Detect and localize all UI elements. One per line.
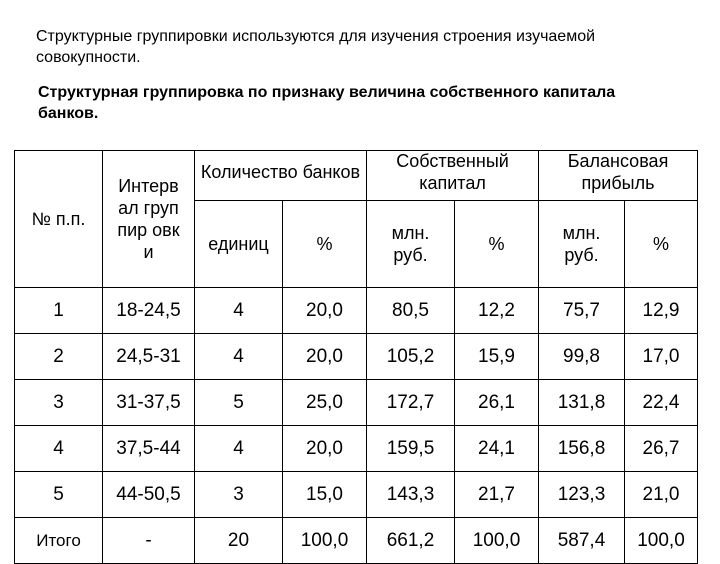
cell-percent: 26,7 (625, 426, 698, 472)
cell-mln: 75,7 (539, 288, 625, 334)
header-units: единиц (195, 201, 283, 288)
table-title: Структурная группировка по признаку величина собственного капитала банков. (38, 84, 616, 122)
cell-mln: 123,3 (539, 472, 625, 518)
table-row (15, 472, 698, 518)
cell-interval: 37,5-44 (103, 426, 195, 472)
header-percent-capital: % (455, 201, 539, 288)
table-row (15, 288, 698, 334)
header-balance-profit-label: Балансовая прибыль (567, 150, 669, 193)
cell-interval: 24,5-31 (103, 334, 195, 380)
cell-number: 2 (15, 334, 103, 380)
cell-percent: 100,0 (455, 518, 539, 564)
cell-units: 3 (195, 472, 283, 518)
header-row-number: № п.п. (15, 151, 103, 288)
cell-number: 3 (15, 380, 103, 426)
cell-percent: 25,0 (283, 380, 367, 426)
cell-percent: 100,0 (283, 518, 367, 564)
cell-units: 4 (195, 334, 283, 380)
cell-percent: 15,0 (283, 472, 367, 518)
cell-mln: 661,2 (367, 518, 455, 564)
header-banks-count (195, 151, 367, 201)
header-mln-capital (367, 201, 455, 288)
header-own-capital-label: Собственный капитал (396, 150, 509, 193)
cell-percent: 20,0 (283, 426, 367, 472)
cell-number: 5 (15, 472, 103, 518)
header-percent-banks: % (283, 201, 367, 288)
cell-mln: 587,4 (539, 518, 625, 564)
cell-percent: 15,9 (455, 334, 539, 380)
cell-units: 5 (195, 380, 283, 426)
cell-interval: 44-50,5 (103, 472, 195, 518)
cell-mln: 172,7 (367, 380, 455, 426)
cell-percent: 100,0 (625, 518, 698, 564)
header-own-capital (367, 151, 539, 201)
header-balance-profit (539, 151, 698, 201)
cell-percent: 20,0 (283, 288, 367, 334)
cell-percent: 21,7 (455, 472, 539, 518)
cell-percent: 12,9 (625, 288, 698, 334)
cell-percent: 17,0 (625, 334, 698, 380)
cell-number: 4 (15, 426, 103, 472)
cell-mln: 156,8 (539, 426, 625, 472)
cell-mln: 143,3 (367, 472, 455, 518)
header-interval-label: Интерв ал группир овки (117, 176, 180, 262)
cell-percent: 26,1 (455, 380, 539, 426)
cell-percent: 21,0 (625, 472, 698, 518)
cell-interval: - (103, 518, 195, 564)
cell-percent: 20,0 (283, 334, 367, 380)
cell-units: 20 (195, 518, 283, 564)
cell-mln: 80,5 (367, 288, 455, 334)
grouping-table (14, 150, 698, 564)
cell-mln: 159,5 (367, 426, 455, 472)
cell-mln: 99,8 (539, 334, 625, 380)
header-mln-profit (539, 201, 625, 288)
cell-number: 1 (15, 288, 103, 334)
header-percent-profit: % (625, 201, 698, 288)
cell-mln: 105,2 (367, 334, 455, 380)
intro-text: Структурные группировки используются для изучения строения изучаемой совокупности. (36, 28, 596, 66)
cell-percent: 22,4 (625, 380, 698, 426)
header-interval (103, 151, 195, 288)
header-mln-capital-label: млн. руб. (391, 223, 430, 265)
cell-units: 4 (195, 288, 283, 334)
table-row (15, 334, 698, 380)
header-mln-profit-label: млн. руб. (562, 223, 601, 265)
cell-mln: 131,8 (539, 380, 625, 426)
cell-percent: 24,1 (455, 426, 539, 472)
table-total-row (15, 518, 698, 564)
header-banks-count-label: Количество банков (200, 161, 361, 182)
cell-total-label: Итого (15, 518, 103, 564)
table-row (15, 426, 698, 472)
cell-percent: 12,2 (455, 288, 539, 334)
table-row (15, 380, 698, 426)
cell-interval: 18-24,5 (103, 288, 195, 334)
cell-units: 4 (195, 426, 283, 472)
cell-interval: 31-37,5 (103, 380, 195, 426)
